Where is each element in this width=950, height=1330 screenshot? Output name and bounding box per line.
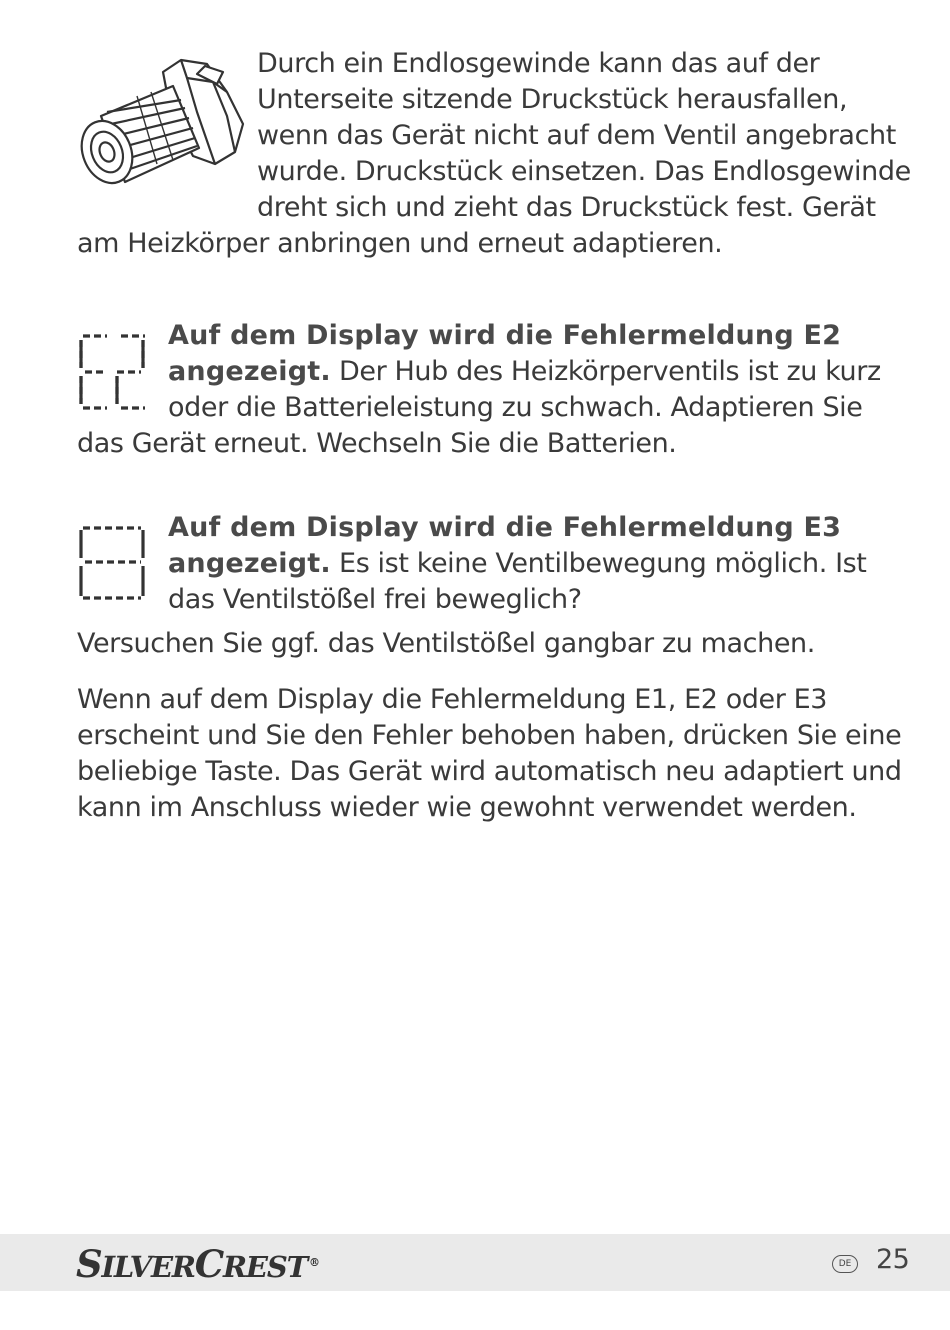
- pressure-piece-paragraph: [77, 46, 913, 262]
- silvercrest-logo: SILVERCREST ®: [76, 1242, 319, 1286]
- error-e3-text: Es ist keine Ventilbewegung möglich. Ist das Ventilstößel frei beweglich?: [168, 548, 867, 615]
- e3-hint-paragraph: Versuchen Sie ggf. das Ventilstößel gangbar zu machen.: [77, 628, 815, 659]
- error-e3-paragraph: [77, 510, 913, 618]
- seven-segment-E2-icon: [77, 332, 155, 412]
- threaded-pressure-piece-illustration: [77, 52, 253, 192]
- error-e3-heading: Auf dem Display wird die Fehlermeldung E3 angezeigt.: [168, 512, 842, 579]
- pressure-piece-text: Durch ein Endlosgewinde kann das auf der Unterseite sitzende Druckstück herausfallen, wenn das Gerät nicht auf dem Ventil angebracht wurde. Druckstück einsetzen. Das Endlosgewinde dreht sich und zieht das Druckstück fest. Gerät am Heizkörper anbringen und erneut adaptieren.: [77, 48, 911, 259]
- language-badge: DE: [832, 1255, 858, 1273]
- seven-segment-E3-icon: [77, 524, 155, 604]
- error-e2-heading: Auf dem Display wird die Fehlermeldung E2 angezeigt.: [168, 320, 842, 387]
- closing-paragraph: Wenn auf dem Display die Fehlermeldung E1, E2 oder E3 erscheint und Sie den Fehler behoben haben, drücken Sie eine beliebige Taste. Das Gerät wird automatisch neu adaptiert und kann im Anschluss wieder wie gewohnt verwendet werden.: [77, 684, 902, 823]
- page-footer: [0, 1234, 950, 1291]
- error-e2-paragraph: [77, 318, 913, 462]
- page-number: 25: [876, 1244, 910, 1275]
- error-e2-text: Der Hub des Heizkörperventils ist zu kurz oder die Batterieleistung zu schwach. Adaptieren Sie das Gerät erneut. Wechseln Sie die Batterien.: [77, 356, 881, 459]
